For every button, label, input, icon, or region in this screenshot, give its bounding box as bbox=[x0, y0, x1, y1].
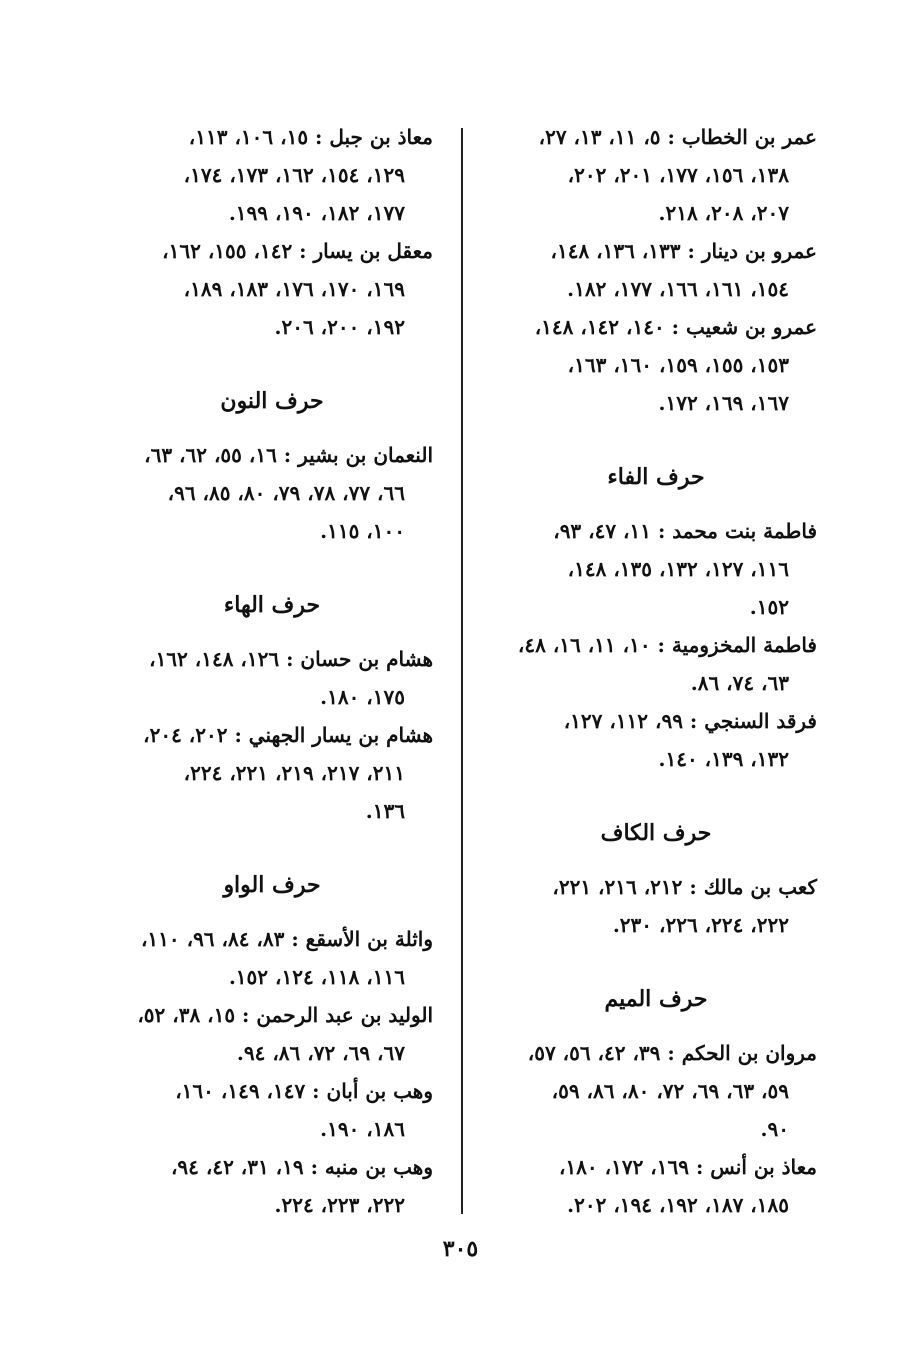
section-title: حرف الميم bbox=[604, 986, 708, 1012]
entry-name-and-pages: عمرو بن دينار : ١٣٣، ١٣٦، ١٤٨، bbox=[550, 239, 817, 263]
index-entry bbox=[495, 1148, 817, 1224]
entry-name-and-pages: عمر بن الخطاب : ٥، ١١، ١٣، ٢٧، bbox=[538, 125, 817, 149]
entry-continuation: ٢٠٧، ٢٠٨، ٢١٨. bbox=[658, 201, 789, 225]
entry-continuation: ٦٣، ٧٤، ٨٦. bbox=[690, 671, 789, 695]
index-entry bbox=[111, 920, 433, 996]
right-column bbox=[495, 118, 817, 1224]
entry-name-and-pages: الوليد بن عبد الرحمن : ١٥، ٣٨، ٥٢، bbox=[137, 1003, 433, 1027]
index-entry bbox=[495, 868, 817, 944]
entry-continuation: ١٦٩، ١٧٠، ١٧٦، ١٨٣، ١٨٩، bbox=[183, 277, 405, 301]
entry-continuation: ١٧٧، ١٨٢، ١٩٠، ١٩٩. bbox=[228, 201, 405, 225]
entry-continuation: ٢١١، ٢١٧، ٢١٩، ٢٢١، ٢٢٤، bbox=[183, 761, 405, 785]
entry-continuation: ١٣٢، ١٣٩، ١٤٠. bbox=[658, 747, 789, 771]
entry-name-and-pages: كعب بن مالك : ٢١٢، ٢١٦، ٢٢١، bbox=[552, 875, 817, 899]
entry-continuation: ١٩٢، ٢٠٠، ٢٠٦. bbox=[274, 315, 405, 339]
entry-continuation: ١٨٥، ١٨٧، ١٩٢، ١٩٤، ٢٠٢. bbox=[567, 1193, 789, 1217]
column-divider bbox=[461, 128, 463, 1214]
entry-name-and-pages: واثلة بن الأسقع : ٨٣، ٨٤، ٩٦، ١١٠، bbox=[140, 927, 433, 951]
entry-name-and-pages: معقل بن يسار : ١٤٢، ١٥٥، ١٦٢، bbox=[162, 239, 433, 263]
entry-name-and-pages: معاذ بن جبل : ١٥، ١٠٦، ١١٣، bbox=[188, 125, 433, 149]
entry-name-and-pages: وهب بن منبه : ١٩، ٣١، ٤٢، ٩٤، bbox=[170, 1155, 433, 1179]
index-entry bbox=[495, 512, 817, 626]
section-title: حرف الكاف bbox=[600, 820, 712, 846]
page-number: ٣٠٥ bbox=[442, 1236, 479, 1262]
entry-name-and-pages: وهب بن أبان : ١٤٧، ١٤٩، ١٦٠، bbox=[175, 1079, 433, 1103]
entry-name-and-pages: هشام بن حسان : ١٢٦، ١٤٨، ١٦٢، bbox=[149, 647, 433, 671]
entry-continuation: ١٦٧، ١٦٩، ١٧٢. bbox=[658, 391, 789, 415]
left-column bbox=[111, 118, 433, 1224]
entry-name-and-pages: معاذ بن أنس : ١٦٩، ١٧٢، ١٨٠، bbox=[558, 1155, 817, 1179]
index-entry bbox=[495, 1034, 817, 1148]
section-title: حرف الفاء bbox=[607, 464, 705, 490]
index-entry bbox=[495, 232, 817, 308]
index-entry bbox=[111, 1072, 433, 1148]
entry-continuation: ٥٩، ٦٣، ٦٩، ٧٢، ٨٠، ٨٦، ٥٩، bbox=[551, 1079, 789, 1103]
entry-continuation: ٢٢٢، ٢٢٣، ٢٢٤. bbox=[274, 1193, 405, 1217]
section-title: حرف الواو bbox=[223, 872, 321, 898]
entry-name-and-pages: فاطمة بنت محمد : ١١، ٤٧، ٩٣، bbox=[553, 519, 817, 543]
entry-continuation: ١٠٠، ١١٥. bbox=[320, 519, 405, 543]
section-title: حرف الهاء bbox=[223, 592, 321, 618]
entry-name-and-pages: عمرو بن شعيب : ١٤٠، ١٤٢، ١٤٨، bbox=[534, 315, 817, 339]
entry-continuation: ١٧٥، ١٨٠. bbox=[320, 685, 405, 709]
entry-continuation: ١٨٦، ١٩٠. bbox=[320, 1117, 405, 1141]
entry-name-and-pages: فرقد السنجي : ٩٩، ١١٢، ١٢٧، bbox=[563, 709, 817, 733]
entry-continuation: ١٥٤، ١٦١، ١٦٦، ١٧٧، ١٨٢. bbox=[567, 277, 789, 301]
index-entry bbox=[495, 118, 817, 232]
index-entry bbox=[111, 996, 433, 1072]
index-entry bbox=[495, 308, 817, 422]
entry-name-and-pages: هشام بن يسار الجهني : ٢٠٢، ٢٠٤، bbox=[143, 723, 433, 747]
index-entry bbox=[111, 118, 433, 232]
index-entry bbox=[111, 640, 433, 716]
entry-continuation: ١٥٣، ١٥٥، ١٥٩، ١٦٠، ١٦٣، bbox=[567, 353, 789, 377]
index-entry bbox=[111, 436, 433, 550]
entry-continuation: ٢٢٢، ٢٢٤، ٢٢٦، ٢٣٠. bbox=[612, 913, 789, 937]
section-title: حرف النون bbox=[220, 388, 324, 414]
index-entry bbox=[495, 702, 817, 778]
entry-continuation: ١٢٩، ١٥٤، ١٦٢، ١٧٣، ١٧٤، bbox=[183, 163, 405, 187]
entry-name-and-pages: فاطمة المخزومية : ١٠، ١١، ١٦، ٤٨، bbox=[517, 633, 817, 657]
entry-continuation: ٦٧، ٦٩، ٧٢، ٨٦، ٩٤. bbox=[236, 1041, 405, 1065]
entry-continuation: ١١٦، ١١٨، ١٢٤، ١٥٢. bbox=[228, 965, 405, 989]
entry-continuation: ١٣٦. bbox=[365, 799, 405, 823]
index-entry bbox=[495, 626, 817, 702]
index-entry bbox=[111, 716, 433, 830]
entry-continuation: ١٣٨، ١٥٦، ١٧٧، ٢٠١، ٢٠٢، bbox=[567, 163, 789, 187]
entry-continuation: ٩٠. bbox=[760, 1117, 789, 1141]
entry-continuation: ١١٦، ١٢٧، ١٣٢، ١٣٥، ١٤٨، bbox=[567, 557, 789, 581]
entry-name-and-pages: النعمان بن بشير : ١٦، ٥٥، ٦٢، ٦٣، bbox=[144, 443, 433, 467]
entry-continuation: ١٥٢. bbox=[749, 595, 789, 619]
entry-continuation: ٦٦، ٧٧، ٧٨، ٧٩، ٨٠، ٨٥، ٩٦، bbox=[167, 481, 405, 505]
index-entry bbox=[111, 232, 433, 346]
entry-name-and-pages: مروان بن الحكم : ٣٩، ٤٢، ٥٦، ٥٧، bbox=[527, 1041, 817, 1065]
index-entry bbox=[111, 1148, 433, 1224]
